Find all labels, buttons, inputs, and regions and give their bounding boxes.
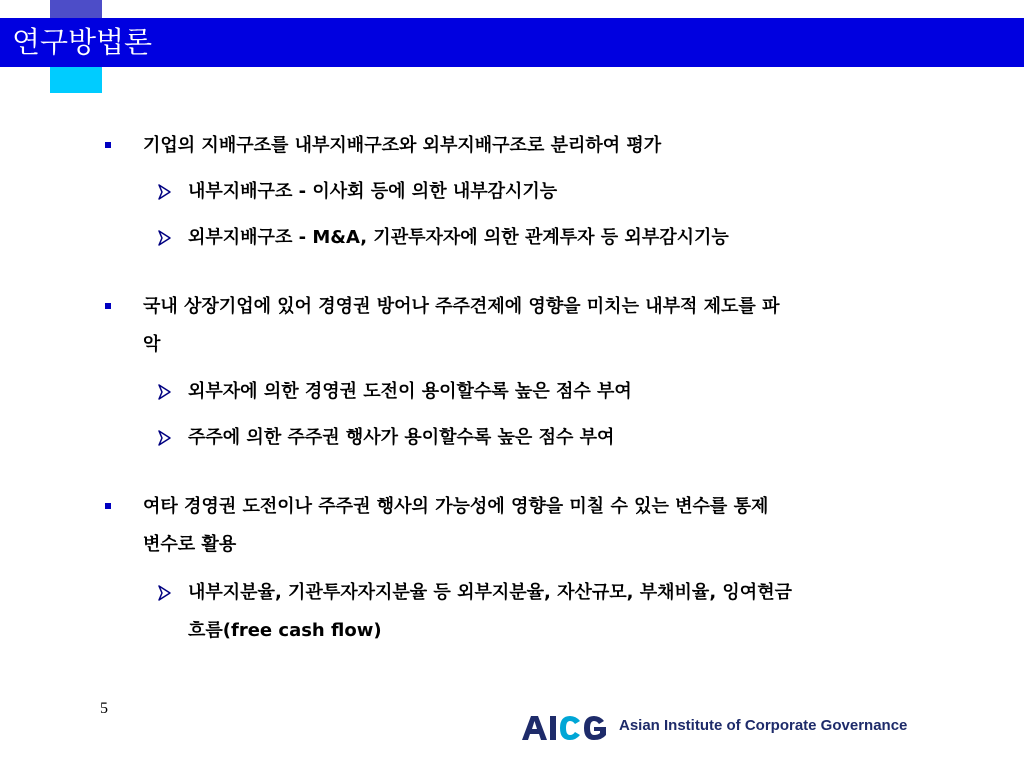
sub-bullet-text: 외부자에 의한 경영권 도전이 용이할수록 높은 점수 부여: [188, 381, 632, 402]
bullet-text-line: 변수로 활용: [143, 534, 237, 555]
sub-bullet-item: [188, 419, 963, 457]
arrow-bullet-icon: [157, 373, 173, 411]
square-bullet-icon: [105, 142, 111, 148]
square-bullet-icon: [105, 503, 111, 509]
arrow-bullet-icon: [157, 574, 173, 612]
arrow-bullet-icon: [157, 419, 173, 457]
bullet-text-line: 국내 상장기업에 있어 경영권 방어나 주주견제에 영향을 미치는 내부적 제도를 파: [143, 296, 780, 317]
bullet-item: [143, 288, 963, 364]
bullet-item: [143, 488, 963, 564]
logo-org-name: Asian Institute of Corporate Governance: [619, 717, 908, 734]
sub-bullet-text-line: 흐름(free cash flow): [188, 620, 382, 641]
arrow-bullet-icon: [157, 219, 173, 257]
sub-bullet-item: [188, 373, 963, 411]
sub-bullet-text: 내부지배구조 - 이사회 등에 의한 내부감시기능: [188, 181, 558, 202]
aicg-logo-mark-icon: [522, 712, 612, 742]
aicg-logo: [522, 712, 908, 742]
sub-bullet-item: [188, 173, 963, 211]
bullet-text: 기업의 지배구조를 내부지배구조와 외부지배구조로 분리하여 평가: [143, 135, 662, 156]
sub-bullet-text: 외부지배구조 - M&A, 기관투자자에 의한 관계투자 등 외부감시기능: [188, 227, 729, 248]
page-number: 5: [100, 700, 108, 717]
sub-bullet-item: [188, 219, 963, 257]
bullet-text-line: 악: [143, 334, 161, 355]
slide-title: 연구방법론: [12, 25, 153, 59]
bullet-item: [143, 127, 963, 165]
sub-bullet-text: 주주에 의한 주주권 행사가 용이할수록 높은 점수 부여: [188, 427, 615, 448]
sub-bullet-item: [188, 574, 963, 650]
bullet-text-line: 여타 경영권 도전이나 주주권 행사의 가능성에 영향을 미칠 수 있는 변수를 통제: [143, 496, 769, 517]
sub-bullet-text-line: 내부지분율, 기관투자자지분율 등 외부지분율, 자산규모, 부채비율, 잉여현금: [188, 582, 792, 603]
square-bullet-icon: [105, 303, 111, 309]
arrow-bullet-icon: [157, 173, 173, 211]
